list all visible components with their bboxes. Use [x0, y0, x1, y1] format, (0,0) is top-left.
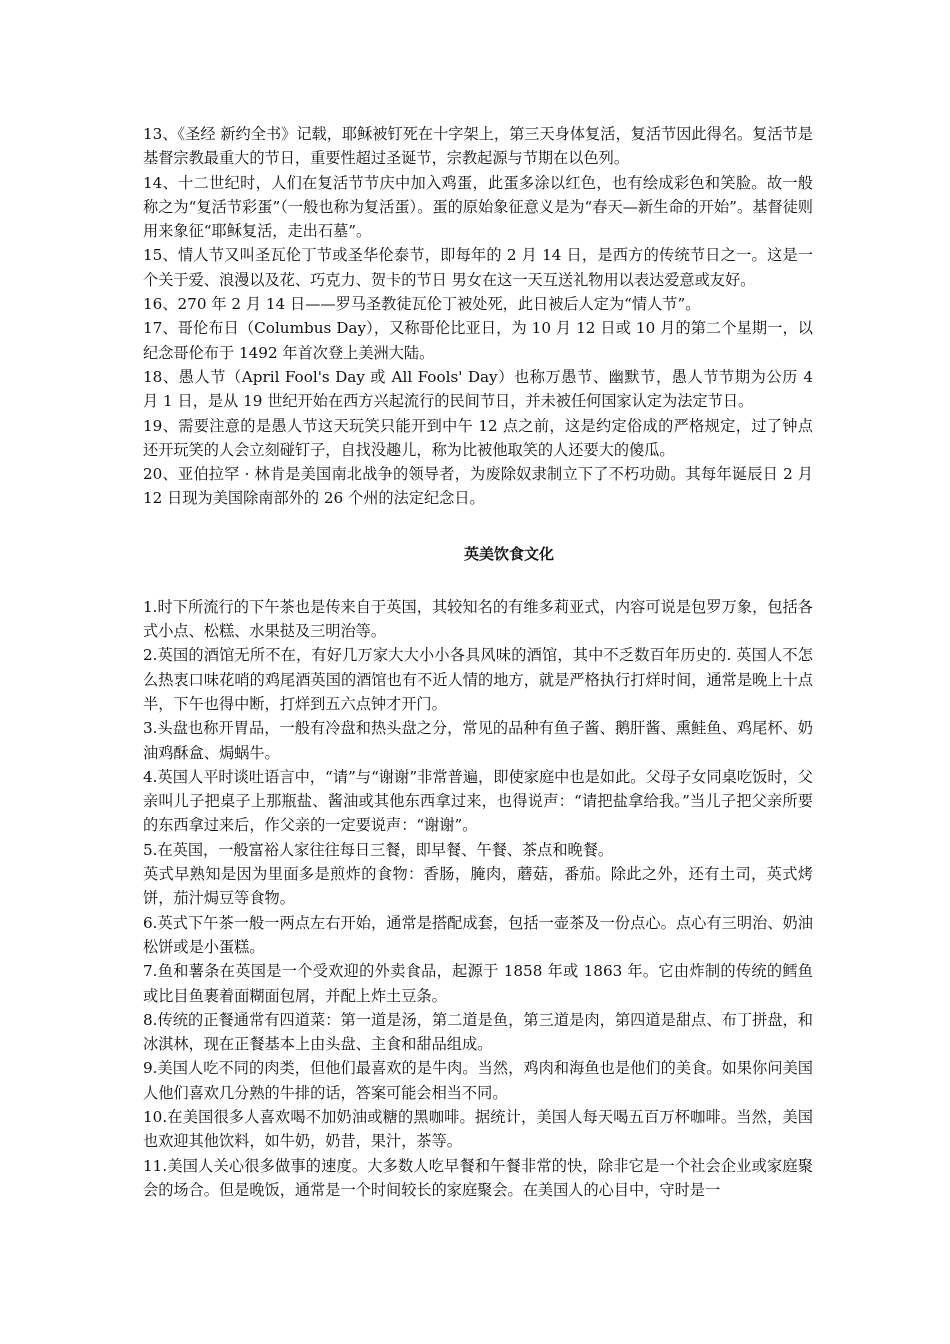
holiday-section — [143, 122, 813, 511]
paragraph-18: 18、愚人节（April Fool's Day 或 All Fools' Day）也称万愚节、幽默节，愚人节节期为公历 4 月 1 日，是从 19 世纪开始在西方兴起流行的民间节日，并未被任何国家认定为法定节日。 — [143, 367, 813, 411]
paragraph-19: 19、需要注意的是愚人节这天玩笑只能开到中午 12 点之前，这是约定俗成的严格规定，过了钟点还开玩笑的人会立刻碰钉子，自找没趣儿，称为比被他取笑的人还要大的傻瓜。 — [143, 416, 813, 459]
paragraph-14: 14、十二世纪时，人们在复活节节庆中加入鸡蛋，此蛋多涂以红色，也有绘成彩色和笑脸。故一般称之为“复活节彩蛋”（一般也称为复活蛋）。蛋的原始象征意义是为“春天—新生命的开始”。基督徒则用来象征“耶稣复活，走出石墓”。 — [143, 173, 813, 241]
paragraph-17: 17、哥伦布日（Columbus Day），又称哥伦比亚日，为 10 月 12 日或 10 月的第二个星期一，以纪念哥伦布于 1492 年首次登上美洲大陆。 — [143, 319, 813, 362]
food-paragraph-3: 3.头盘也称开胃品，一般有冷盘和热头盘之分，常见的品种有鱼子酱、鹅肝酱、熏鲑鱼、鸡尾杯、奶油鸡酥盒、焗蜗牛。 — [143, 719, 813, 762]
food-culture-section — [143, 595, 813, 1202]
paragraph-15: 15、情人节又叫圣瓦伦丁节或圣华伦泰节，即每年的 2 月 14 日，是西方的传统节日之一。这是一个关于爱、浪漫以及花、巧克力、贺卡的节日 男女在这一天互送礼物用以表达爱意或友好。 — [143, 246, 813, 289]
food-paragraph-11: 11.美国人关心很多做事的速度。大多数人吃早餐和午餐非常的快，除非它是一个社会企业或家庭聚会的场合。但是晚饭，通常是一个时间较长的家庭聚会。在美国人的心目中，守时是一 — [143, 1156, 813, 1199]
food-paragraph-9: 9.美国人吃不同的肉类，但他们最喜欢的是牛肉。当然，鸡肉和海鱼也是他们的美食。如果你问美国人他们喜欢几分熟的牛排的话，答案可能会相当不同。 — [143, 1059, 813, 1102]
food-paragraph-2: 2.英国的酒馆无所不在，有好几万家大大小小各具风味的酒馆，其中不乏数百年历史的. 英国人不怎么热衷口味花哨的鸡尾酒英国的酒馆也有不近人情的地方，就是严格执行打烊时间，通常是晚上十点半，下午也得中断，打烊到五六点钟才开门。 — [143, 646, 813, 713]
food-paragraph-10: 10.在美国很多人喜欢喝不加奶油或糖的黑咖啡。据统计，美国人每天喝五百万杯咖啡。当然，美国也欢迎其他饮料，如牛奶，奶昔，果汁，茶等。 — [143, 1107, 813, 1151]
section-heading: 英美饮食文化 — [463, 544, 554, 563]
food-paragraph-6: 6.英式下午茶一般一两点左右开始，通常是搭配成套，包括一壶茶及一份点心。点心有三明治、奶油松饼或是小蛋糕。 — [143, 913, 813, 956]
paragraph-16: 16、270 年 2 月 14 日——罗马圣教徒瓦伦丁被处死，此日被后人定为“情人节”。 — [143, 295, 701, 314]
food-paragraph-5-cont: 英式早熟知是因为里面多是煎炸的食物：香肠，腌肉，蘑菇，番茄。除此之外，还有土司，英式烤饼，茄汁焗豆等食物。 — [143, 865, 813, 908]
food-paragraph-4: 4.英国人平时谈吐语言中，“请”与“谢谢”非常普遍，即使家庭中也是如此。父母子女同桌吃饭时，父亲叫儿子把桌子上那瓶盐、酱油或其他东西拿过来，也得说声：“请把盐拿给我。”当儿子把父亲所要的东西拿过来后，作父亲的一定要说声：“谢谢”。 — [143, 767, 813, 835]
food-paragraph-5: 5.在英国，一般富裕人家往往每日三餐，即早餐、午餐、茶点和晚餐。 — [143, 840, 614, 859]
food-paragraph-1: 1.时下所流行的下午茶也是传来自于英国，其较知名的有维多莉亚式，内容可说是包罗万象，包括各式小点、松糕、水果挞及三明治等。 — [143, 597, 813, 641]
food-paragraph-8: 8.传统的正餐通常有四道菜：第一道是汤，第二道是鱼，第三道是肉，第四道是甜点、布丁拼盘，和冰淇林，现在正餐基本上由头盘、主食和甜品组成。 — [143, 1010, 813, 1054]
document-body — [143, 122, 813, 1202]
food-paragraph-7: 7.鱼和薯条在英国是一个受欢迎的外卖食品，起源于 1858 年或 1863 年。它由炸制的传统的鳕鱼或比目鱼裹着面糊面包屑，并配上炸土豆条。 — [143, 962, 813, 1005]
paragraph-20: 20、亚伯拉罕 · 林肯是美国南北战争的领导者，为废除奴隶制立下了不朽功勋。其每年诞辰日 2 月 12 日现为美国除南部外的 26 个州的法定纪念日。 — [143, 465, 813, 508]
paragraph-13: 13、《圣经 新约全书》记载，耶稣被钉死在十字架上，第三天身体复活，复活节因此得名。复活节是基督宗教最重大的节日，重要性超过圣诞节，宗教起源与节期在以色列。 — [143, 125, 813, 168]
